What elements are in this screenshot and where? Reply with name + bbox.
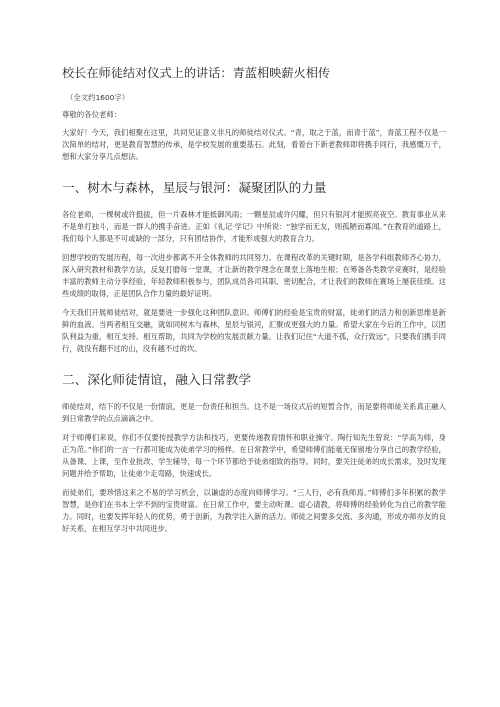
greeting: 尊敬的各位老师：: [62, 110, 122, 119]
section-heading-2: 二、深化师徒情谊，融入日常教学: [62, 372, 251, 387]
word-count: （全文约1600字）: [66, 93, 130, 102]
section-heading-1: 一、树木与森林，星辰与银河：凝聚团队的力量: [62, 180, 327, 195]
section-1-paragraph-2: 回想学校的发展历程，每一次进步都离不开全体教师的共同努力。在课程改革的关键时期，是各学科组教师齐心协力，深入研究教材和教学方法，反复打磨每一堂课，才让新的教学理念在课堂上落地生根；在筹备各类教学竞赛时，是经验丰富的教师主动分享经验，年轻教师积极参与，团队成员各司其职、密切配合，才让我们的教师在赛场上屡获佳绩。这些成绩的取得，正是团队合作力量的最好证明。: [62, 253, 446, 298]
section-2-paragraph-3: 而徒弟们，要珍惜这来之不易的学习机会，以谦虚的态度向师傅学习。“三人行，必有我师焉。”师傅们多年积累的教学智慧，是你们在书本上学不到的宝贵财富。在日常工作中，要主动听课、虚心请教，将师傅的经验转化为自己的教学能力。同时，也要发挥年轻人的优势，勇于创新，为教学注入新的活力。师徒之间要多交流、多沟通，形成亦师亦友的良好关系，在相互学习中共同进步。: [62, 488, 446, 533]
section-1-paragraph-1: 各位老师，一棵树或许挺拔，但一片森林才能抵御风雨；一颗星辰或许闪耀，但只有银河才能照亮夜空。教育事业从来不是单打独斗，而是一群人的携手奋进。正如《礼记·学记》中所说：“独学而无友，则孤陋而寡闻。”在教育的道路上，我们每个人都是不可或缺的一部分，只有团结协作，才能形成强大的教育合力。: [62, 210, 446, 243]
intro-paragraph: 大家好！今天，我们相聚在这里，共同见证意义非凡的师徒结对仪式。“青，取之于蓝，而青于蓝”，青蓝工程不仅是一次简单的结对，更是教育智慧的传承，是学校发展的重要基石。此刻，看着台下新老教师即将携手同行，我感慨万千，想和大家分享几点想法。: [62, 128, 446, 161]
document-title: 校长在师徒结对仪式上的讲话：青蓝相映薪火相传: [62, 66, 331, 80]
section-2-paragraph-2: 对于师傅们来说，你们不仅要传授教学方法和技巧，更要传递教育情怀和职业操守。陶行知先生曾说：“学高为师，身正为范。”你们的一言一行都可能成为徒弟学习的榜样。在日常教学中，希望师傅们能毫无保留地分享自己的教学经验，从备课、上课，至作业批改、学生辅导，每一个环节都给予徒弟细致的指导。同时，要关注徒弟的成长需求，及时发现问题并给予帮助，让徒弟少走弯路，快速成长。: [62, 433, 446, 478]
section-1-paragraph-3: 今天我们开展师徒结对，就是要进一步强化这种团队意识。师傅们的经验是宝贵的财富，徒弟们的活力和创新思维是新鲜的血液。当两者相互交融，就如同树木与森林、星辰与银河，汇聚成更强大的力量。希望大家在今后的工作中，以团队利益为重，相互支持、相互帮助，共同为学校的发展贡献力量。让我们记住“大道不孤，众行致远”，只要我们携手同行，就没有翻不过的山，没有越不过的坎。: [62, 308, 446, 353]
section-2-paragraph-1: 师徒结对，结下的不仅是一份情谊，更是一份责任和担当。这不是一场仪式后的短暂合作，而是要将师徒关系真正融入到日常教学的点点滴滴之中。: [62, 402, 446, 423]
document-page: [62, 64, 446, 535]
